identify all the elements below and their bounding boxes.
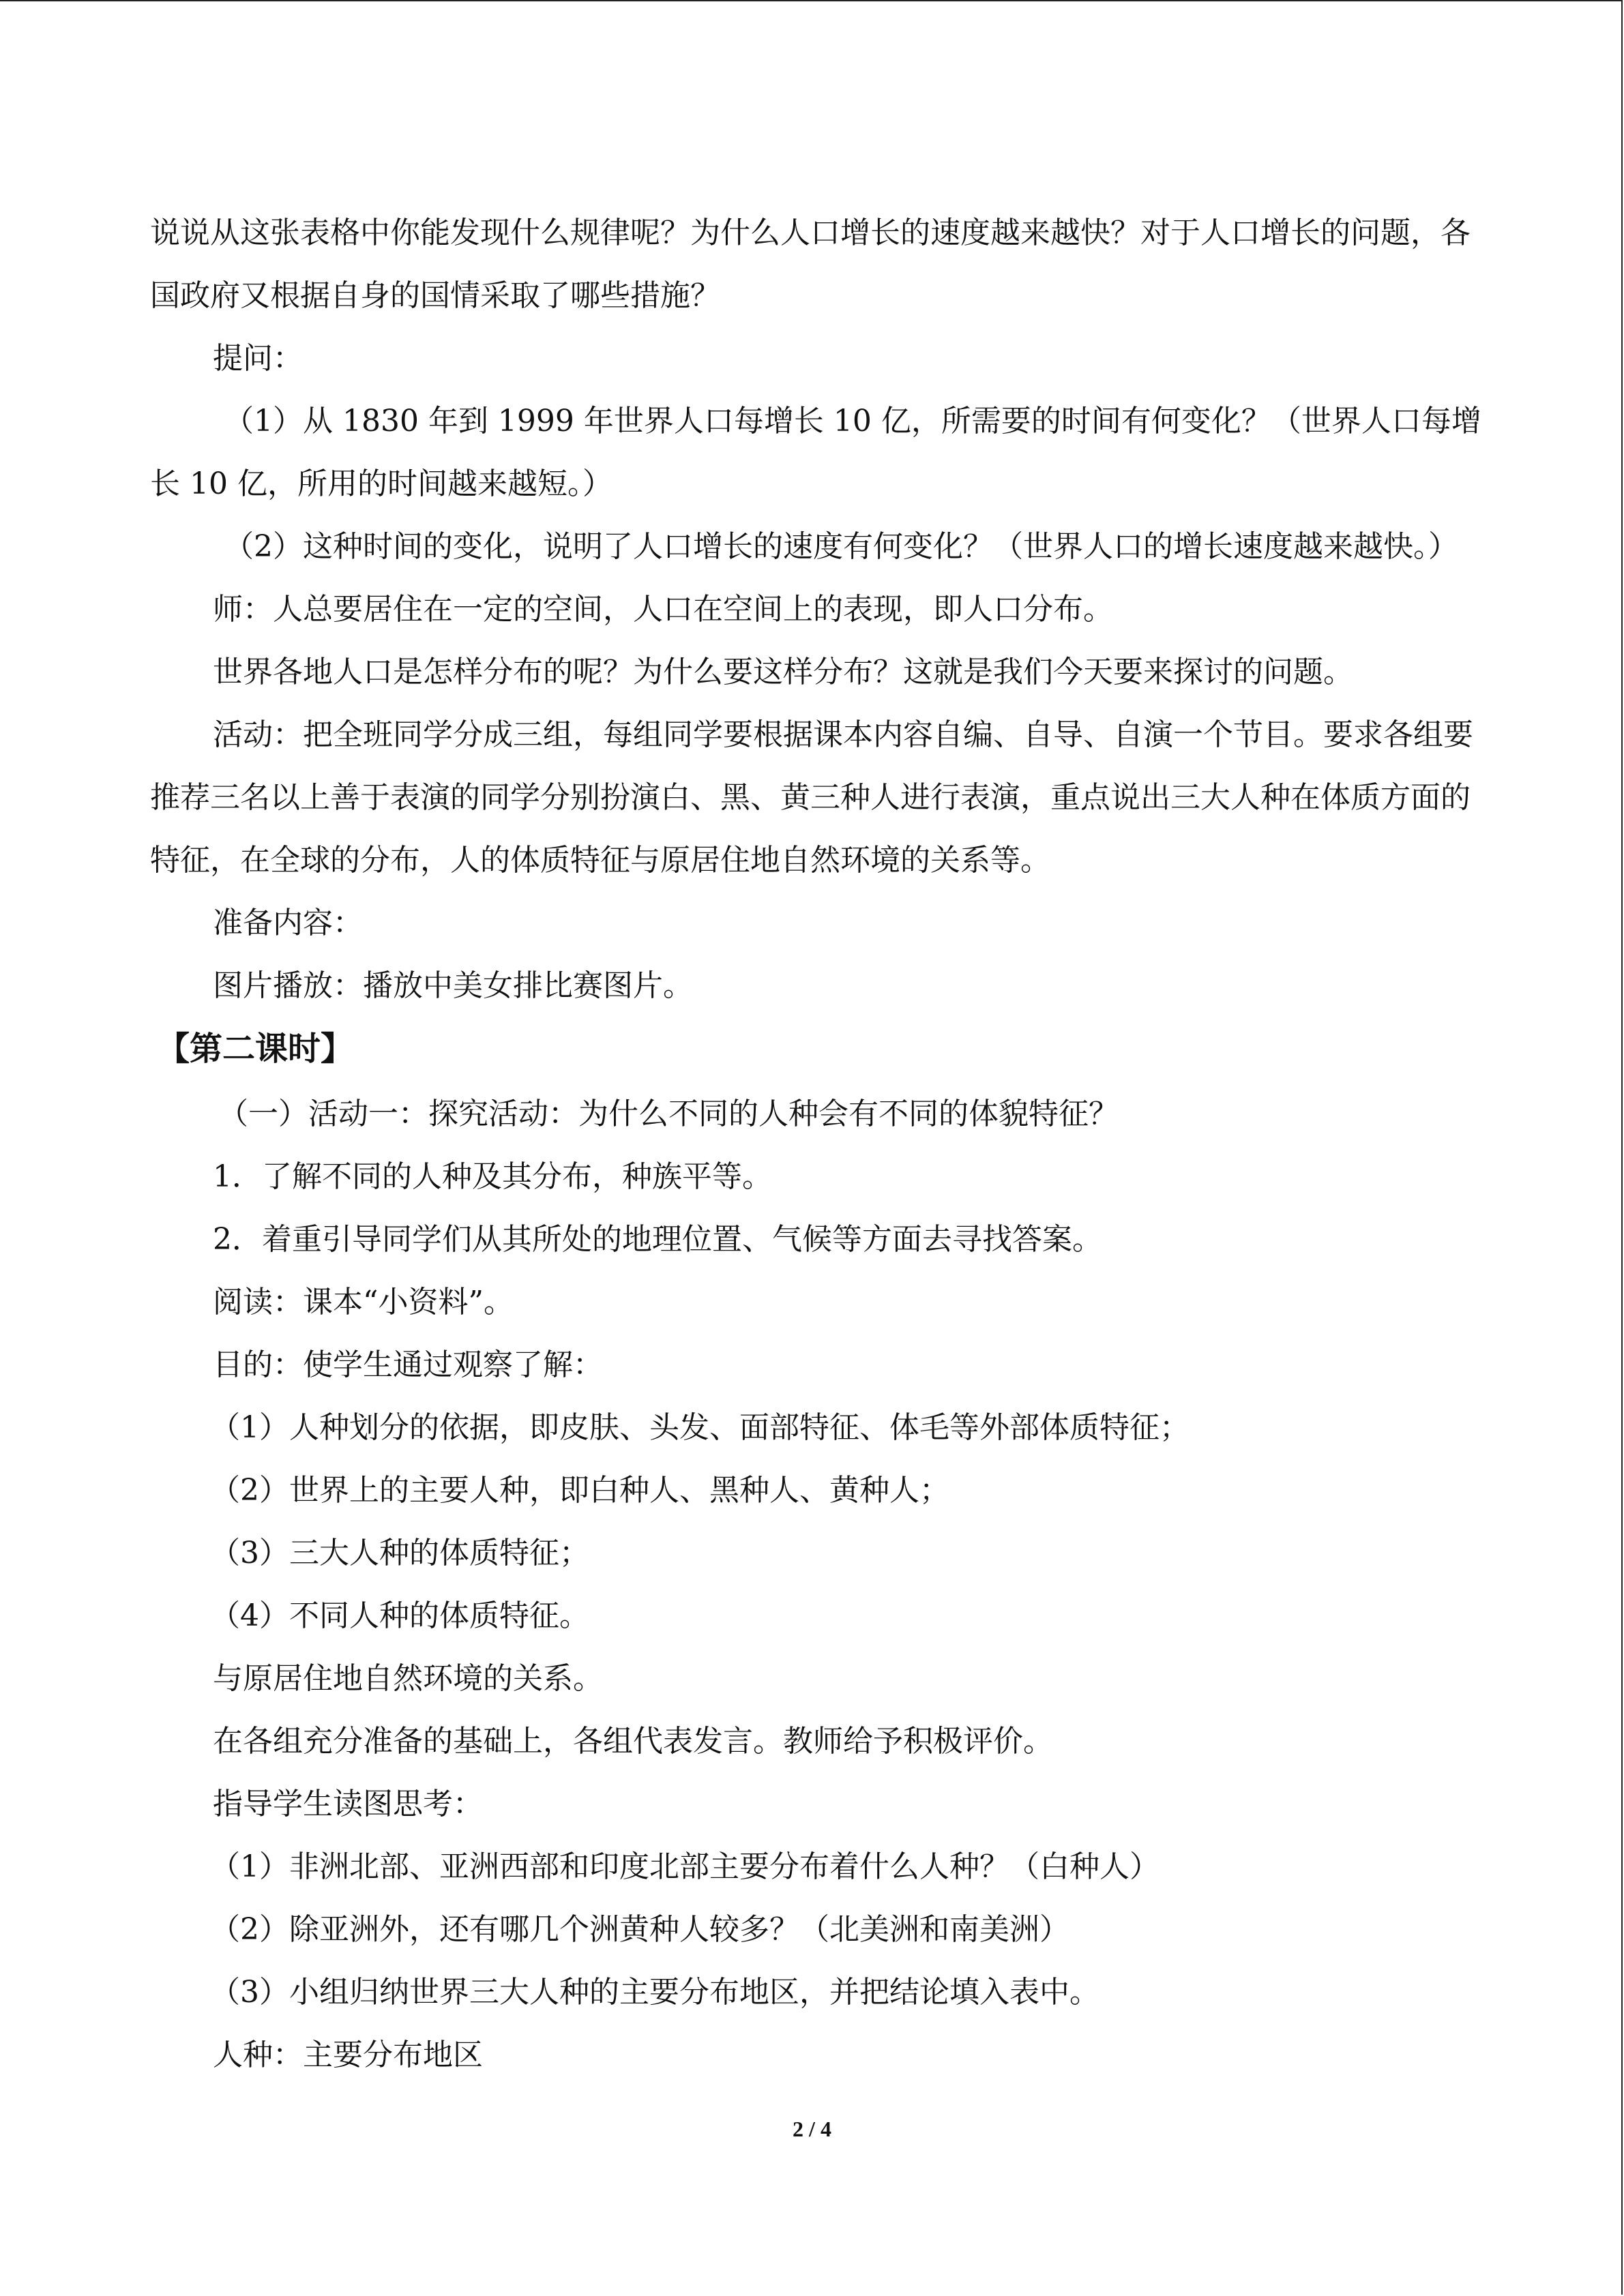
paragraph-presentation: 在各组充分准备的基础上，各组代表发言。教师给予积极评价。 [213, 1724, 1053, 1759]
paragraph-activity-one: （一）活动一：探究活动：为什么不同的人种会有不同的体貌特征？ [218, 1097, 1119, 1131]
list-item-1: 1．了解不同的人种及其分布，种族平等。 [213, 1159, 772, 1194]
list-item-2: 2．着重引导同学们从其所处的地理位置、气候等方面去寻找答案。 [213, 1222, 1102, 1257]
map-question-2: （2）除亚洲外，还有哪几个洲黄种人较多？（北美洲和南美洲） [210, 1912, 1069, 1947]
map-question-1: （1）非洲北部、亚洲西部和印度北部主要分布着什么人种？（白种人） [210, 1849, 1160, 1884]
document-body [150, 202, 1487, 2087]
paragraph-map-guidance: 指导学生读图思考： [213, 1787, 483, 1821]
paragraph-activity: 活动：把全班同学分成三组，每组同学要根据课本内容自编、自导、自演一个节目。要求各组要推荐三名以上善于表演的同学分别扮演白、黑、黄三种人进行表演，重点说出三大人种在体质方面的特征，在全球的分布，人的体质特征与原居住地自然环境的关系等。 [150, 717, 1473, 878]
page-number: 2 / 4 [793, 2117, 831, 2141]
paragraph-teacher: 师：人总要居住在一定的空间，人口在空间上的表现，即人口分布。 [213, 592, 1113, 627]
map-question-3: （3）小组归纳世界三大人种的主要分布地区，并把结论填入表中。 [210, 1975, 1099, 2010]
purpose-item-2: （2）世界上的主要人种，即白种人、黑种人、黄种人； [210, 1473, 949, 1508]
paragraph-question-2: （2）这种时间的变化，说明了人口增长的速度有何变化？（世界人口的增长速度越来越快。） [224, 529, 1458, 564]
paragraph-reading: 阅读：课本“小资料”。 [213, 1285, 514, 1320]
paragraph-preparation: 准备内容： [213, 906, 363, 940]
paragraph-distribution: 世界各地人口是怎样分布的呢？为什么要这样分布？这就是我们今天要来探讨的问题。 [213, 655, 1353, 689]
paragraph-environment: 与原居住地自然环境的关系。 [213, 1661, 603, 1696]
paragraph-question-label: 提问： [213, 341, 303, 376]
paragraph-purpose: 目的：使学生通过观察了解： [213, 1347, 603, 1382]
purpose-item-1: （1）人种划分的依据，即皮肤、头发、面部特征、体毛等外部体质特征； [210, 1410, 1190, 1445]
paragraph-pictures: 图片播放：播放中美女排比赛图片。 [213, 968, 693, 1003]
purpose-item-4: （4）不同人种的体质特征。 [210, 1598, 589, 1633]
section-heading: 【第二课时】 [157, 1030, 354, 1068]
paragraph-table-question: 说说从这张表格中你能发现什么规律呢？为什么人口增长的速度越来越快？对于人口增长的问题，各国政府又根据自身的国情采取了哪些措施？ [150, 215, 1471, 313]
paragraph-question-1: （1）从 1830 年到 1999 年世界人口每增长 10 亿，所需要的时间有何变化？（世界人口每增长 10 亿，所用的时间越来越短。） [150, 404, 1481, 501]
purpose-item-3: （3）三大人种的体质特征； [210, 1536, 589, 1570]
paragraph-race-table-label: 人种：主要分布地区 [213, 2038, 483, 2072]
